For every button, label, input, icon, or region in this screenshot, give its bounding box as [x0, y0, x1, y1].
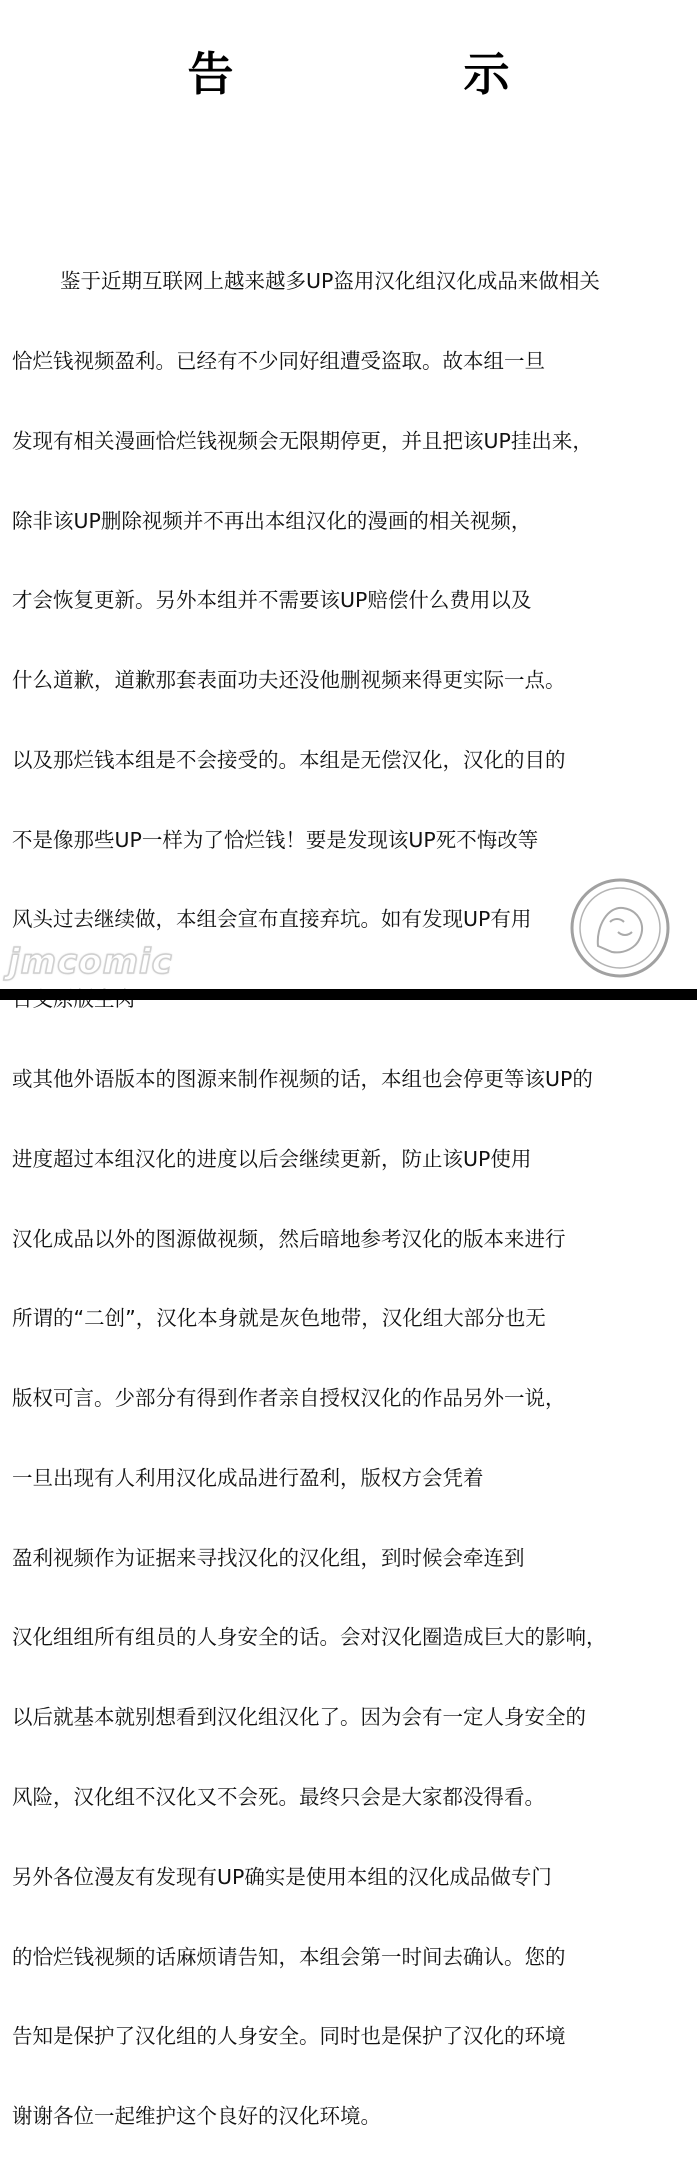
jmcomic-logo: jmcomic: [8, 942, 173, 982]
notice-body: [12, 215, 697, 2183]
notice-line: 告知是保护了汉化组的人身安全。同时也是保护了汉化的环境: [12, 2024, 566, 2049]
notice-line: 鉴于近期互联网上越来越多UP盗用汉化组汉化成品来做相关: [60, 269, 600, 294]
notice-line: 的恰烂钱视频的话麻烦请告知，本组会第一时间去确认。您的: [12, 1944, 566, 1969]
seal-stamp-icon: [568, 876, 672, 980]
notice-line: 恰烂钱视频盈利。已经有不少同好组遭受盗取。故本组一旦: [12, 348, 545, 373]
notice-line: 盈利视频作为证据来寻找汉化的汉化组，到时候会牵连到: [12, 1545, 525, 1570]
notice-line: 汉化成品以外的图源做视频，然后暗地参考汉化的版本来进行: [12, 1226, 566, 1251]
notice-line: 以后就基本就别想看到汉化组汉化了。因为会有一定人身安全的: [12, 1705, 586, 1730]
notice-line: 汉化组组所有组员的人身安全的话。会对汉化圈造成巨大的影响，: [12, 1625, 607, 1650]
notice-line: 或其他外语版本的图源来制作视频的话，本组也会停更等该UP的: [12, 1067, 593, 1091]
notice-line: 另外各位漫友有发现有UP确实是使用本组的汉化成品做专门: [12, 1864, 552, 1889]
notice-line: 不是像那些UP一样为了恰烂钱！要是发现该UP死不悔改等: [12, 827, 539, 852]
notice-line: 版权可言。少部分有得到作者亲自授权汉化的作品另外一说，: [12, 1386, 566, 1411]
notice-line: 进度超过本组汉化的进度以后会继续更新，防止该UP使用: [12, 1146, 532, 1171]
notice-line: 什么道歉，道歉那套表面功夫还没他删视频来得更实际一点。: [12, 668, 566, 693]
notice-line: 谢谢各位一起维护这个良好的汉化环境。: [12, 2104, 381, 2129]
notice-title: 告 示: [187, 47, 602, 101]
bottom-bar: [0, 989, 697, 1000]
notice-line: 风头过去继续做，本组会宣布直接弃坑。如有发现UP有用: [12, 907, 532, 932]
notice-line: 所谓的“二创”，汉化本身就是灰色地带，汉化组大部分也无: [12, 1306, 546, 1331]
notice-line: 以及那烂钱本组是不会接受的。本组是无偿汉化，汉化的目的: [12, 747, 566, 772]
notice-line: 一旦出现有人利用汉化成品进行盈利，版权方会凭着: [12, 1465, 484, 1490]
notice-line: 风险，汉化组不汉化又不会死。最终只会是大家都没得看。: [12, 1785, 545, 1810]
notice-line: 才会恢复更新。另外本组并不需要该UP赔偿什么费用以及: [12, 588, 532, 613]
notice-line: 发现有相关漫画恰烂钱视频会无限期停更，并且把该UP挂出来，: [12, 428, 593, 453]
notice-line: 除非该UP删除视频并不再出本组汉化的漫画的相关视频，: [12, 508, 532, 533]
